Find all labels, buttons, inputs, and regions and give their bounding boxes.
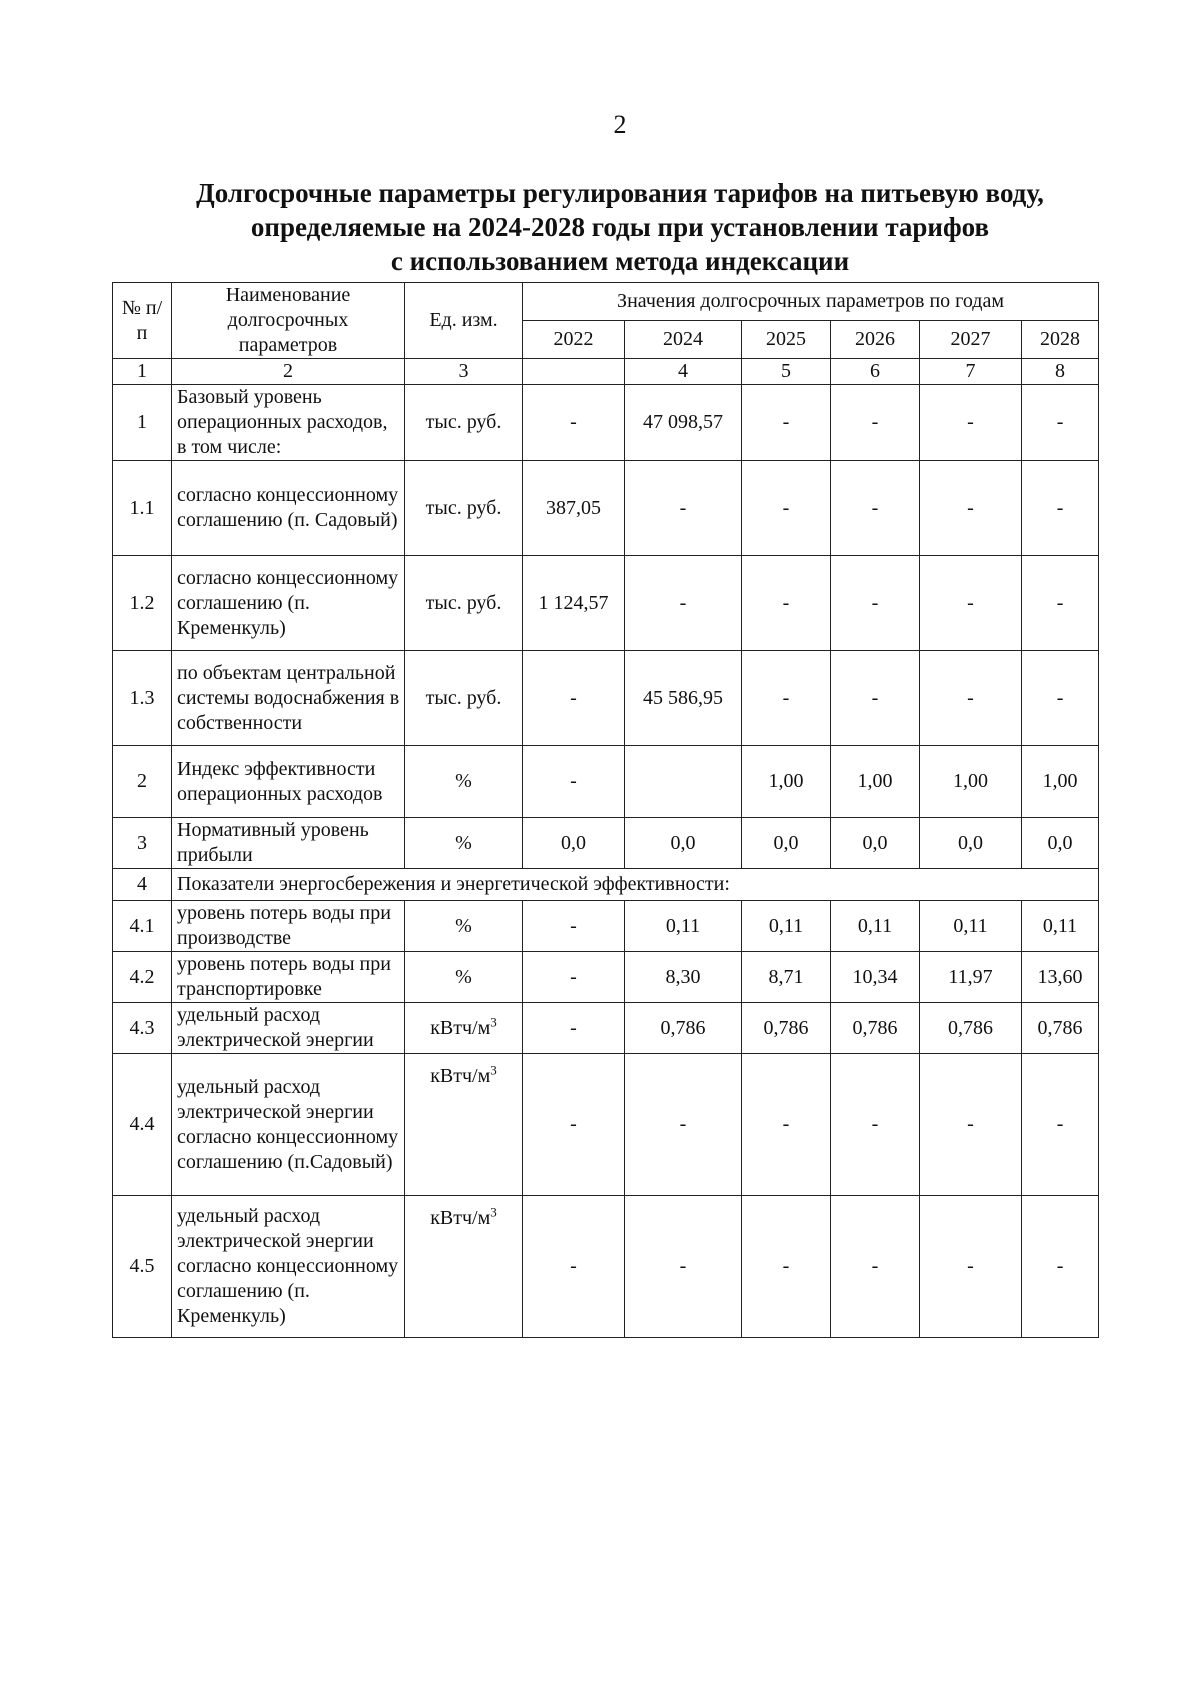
value-2024: 0,11: [625, 901, 742, 952]
table-row: [113, 556, 1099, 651]
page-number: 2: [613, 110, 627, 139]
value-2027: -: [920, 556, 1022, 651]
unit-cell: [405, 1054, 523, 1196]
value-2026: -: [831, 1054, 920, 1196]
value-2027: -: [920, 1196, 1022, 1338]
table-row: [113, 461, 1099, 556]
row-number: 1: [113, 385, 172, 461]
value-2024: [625, 746, 742, 818]
column-index-cell: 8: [1022, 359, 1099, 385]
unit-text: %: [455, 770, 472, 792]
value-2028: 13,60: [1022, 952, 1099, 1003]
unit-text: тыс. руб.: [425, 686, 502, 709]
value-2027: 0,0: [920, 818, 1022, 869]
value-2028: 0,11: [1022, 901, 1099, 952]
row-number: 4.3: [113, 1003, 172, 1054]
value-2025: -: [742, 385, 831, 461]
value-2024: 0,0: [625, 818, 742, 869]
header-name: Наименование долгосрочных параметров: [172, 283, 405, 359]
table-row: [113, 1196, 1099, 1338]
parameter-name: Индекс эффективности операционных расходов: [172, 746, 405, 818]
value-2028: 0,786: [1022, 1003, 1099, 1054]
value-2026: -: [831, 461, 920, 556]
row-number: 4.5: [113, 1196, 172, 1338]
value-2026: 1,00: [831, 746, 920, 818]
parameter-name: Базовый уровень операционных расходов, в том числе:: [172, 385, 405, 461]
value-2025: 1,00: [742, 746, 831, 818]
parameter-name: Показатели энергосбережения и энергетической эффективности:: [172, 869, 1099, 901]
value-2028: -: [1022, 385, 1099, 461]
header-num: № п/п: [113, 283, 172, 359]
unit-text: %: [455, 914, 472, 937]
value-2028: 1,00: [1022, 746, 1099, 818]
value-2022: -: [523, 385, 625, 461]
title-line-2: определяемые на 2024-2028 годы при установлении тарифов: [250, 212, 990, 242]
unit-text: тыс. руб.: [425, 411, 502, 433]
value-2025: -: [742, 1196, 831, 1338]
value-2025: 8,71: [742, 952, 831, 1003]
column-index-cell: 4: [625, 359, 742, 385]
value-2022: -: [523, 746, 625, 818]
value-2024: -: [625, 1196, 742, 1338]
value-2022: -: [523, 901, 625, 952]
row-number: 2: [113, 746, 172, 818]
value-2025: -: [742, 461, 831, 556]
column-index-cell: [523, 359, 625, 385]
value-2024: 47 098,57: [625, 385, 742, 461]
value-2028: -: [1022, 1196, 1099, 1338]
column-index-cell: 2: [172, 359, 405, 385]
unit-cell: [405, 1196, 523, 1338]
value-2025: -: [742, 556, 831, 651]
table-row: [113, 901, 1099, 952]
value-2024: -: [625, 461, 742, 556]
value-2026: -: [831, 1196, 920, 1338]
unit-cell: [405, 818, 523, 869]
table-row: [113, 952, 1099, 1003]
header-unit: Ед. изм.: [405, 283, 523, 359]
table-row: [113, 746, 1099, 818]
value-2025: 0,786: [742, 1003, 831, 1054]
value-2024: -: [625, 556, 742, 651]
value-2026: 0,786: [831, 1003, 920, 1054]
unit-superscript: 3: [490, 1062, 497, 1078]
value-2027: -: [920, 1054, 1022, 1196]
parameter-name: удельный расход электрической энергии согласно концессионному соглашению (п. Кременкуль): [172, 1196, 405, 1338]
unit-text: кВтч/м: [430, 1065, 491, 1087]
value-2024: 45 586,95: [625, 651, 742, 746]
header-year-2022: 2022: [523, 321, 625, 359]
value-2028: -: [1022, 651, 1099, 746]
value-2022: 1 124,57: [523, 556, 625, 651]
table-row: [113, 651, 1099, 746]
table-row: [113, 1003, 1099, 1054]
value-2026: 0,11: [831, 901, 920, 952]
header-year-2024: 2024: [625, 321, 742, 359]
row-number: 4.2: [113, 952, 172, 1003]
unit-text: %: [455, 831, 472, 854]
value-2024: 0,786: [625, 1003, 742, 1054]
value-2026: 0,0: [831, 818, 920, 869]
title-line-3: с использованием метода индексации: [390, 246, 850, 276]
parameter-name: по объектам центральной системы водоснабжения в собственности: [172, 651, 405, 746]
unit-cell: [405, 651, 523, 746]
row-number: 1.1: [113, 461, 172, 556]
unit-superscript: 3: [490, 1013, 497, 1029]
column-index-cell: 3: [405, 359, 523, 385]
unit-cell: [405, 746, 523, 818]
parameter-name: Нормативный уровень прибыли: [172, 818, 405, 869]
unit-cell: [405, 385, 523, 461]
value-2022: 387,05: [523, 461, 625, 556]
value-2026: 10,34: [831, 952, 920, 1003]
header-year-2028: 2028: [1022, 321, 1099, 359]
row-number: 4: [113, 869, 172, 901]
value-2022: -: [523, 1196, 625, 1338]
value-2027: 0,786: [920, 1003, 1022, 1054]
row-number: 4.4: [113, 1054, 172, 1196]
unit-text: %: [455, 965, 472, 988]
value-2027: 0,11: [920, 901, 1022, 952]
row-number: 3: [113, 818, 172, 869]
value-2024: -: [625, 1054, 742, 1196]
table-row: [113, 869, 1099, 901]
column-index-cell: 7: [920, 359, 1022, 385]
parameter-name: согласно концессионному соглашению (п. Кременкуль): [172, 556, 405, 651]
value-2022: 0,0: [523, 818, 625, 869]
value-2024: 8,30: [625, 952, 742, 1003]
value-2027: -: [920, 385, 1022, 461]
column-index-cell: 6: [831, 359, 920, 385]
value-2027: 1,00: [920, 746, 1022, 818]
value-2022: -: [523, 651, 625, 746]
value-2027: -: [920, 461, 1022, 556]
parameter-name: уровень потерь воды при производстве: [172, 901, 405, 952]
document-title: [0, 176, 1200, 278]
value-2025: -: [742, 651, 831, 746]
value-2025: 0,0: [742, 818, 831, 869]
value-2025: -: [742, 1054, 831, 1196]
value-2028: -: [1022, 461, 1099, 556]
value-2026: -: [831, 385, 920, 461]
header-year-2027: 2027: [920, 321, 1022, 359]
parameter-name: удельный расход электрической энергии согласно концессионному соглашению (п.Садовый): [172, 1054, 405, 1196]
unit-text: тыс. руб.: [425, 591, 502, 614]
value-2022: -: [523, 1003, 625, 1054]
header-values-group: Значения долгосрочных параметров по годам: [523, 283, 1099, 321]
unit-cell: [405, 556, 523, 651]
value-2022: -: [523, 1054, 625, 1196]
row-number: 4.1: [113, 901, 172, 952]
row-number: 1.3: [113, 651, 172, 746]
value-2028: -: [1022, 1054, 1099, 1196]
parameter-name: согласно концессионному соглашению (п. Садовый): [172, 461, 405, 556]
value-2026: -: [831, 556, 920, 651]
unit-cell: [405, 1003, 523, 1054]
value-2025: 0,11: [742, 901, 831, 952]
title-line-1: Долгосрочные параметры регулирования тарифов на питьевую воду,: [196, 178, 1044, 208]
value-2027: -: [920, 651, 1022, 746]
unit-cell: [405, 461, 523, 556]
header-year-2026: 2026: [831, 321, 920, 359]
parameters-table: [112, 282, 1099, 1338]
unit-text: кВтч/м: [430, 1207, 491, 1229]
parameter-name: удельный расход электрической энергии: [172, 1003, 405, 1054]
column-index-cell: 1: [113, 359, 172, 385]
table-row: [113, 1054, 1099, 1196]
value-2027: 11,97: [920, 952, 1022, 1003]
value-2028: -: [1022, 556, 1099, 651]
value-2026: -: [831, 651, 920, 746]
value-2028: 0,0: [1022, 818, 1099, 869]
column-index-cell: 5: [742, 359, 831, 385]
value-2022: -: [523, 952, 625, 1003]
unit-cell: [405, 952, 523, 1003]
unit-text: тыс. руб.: [425, 496, 502, 519]
parameter-name: уровень потерь воды при транспортировке: [172, 952, 405, 1003]
table-row: [113, 818, 1099, 869]
unit-text: кВтч/м: [430, 1016, 491, 1039]
header-year-2025: 2025: [742, 321, 831, 359]
table-row: [113, 385, 1099, 461]
unit-superscript: 3: [490, 1204, 497, 1220]
unit-cell: [405, 901, 523, 952]
row-number: 1.2: [113, 556, 172, 651]
